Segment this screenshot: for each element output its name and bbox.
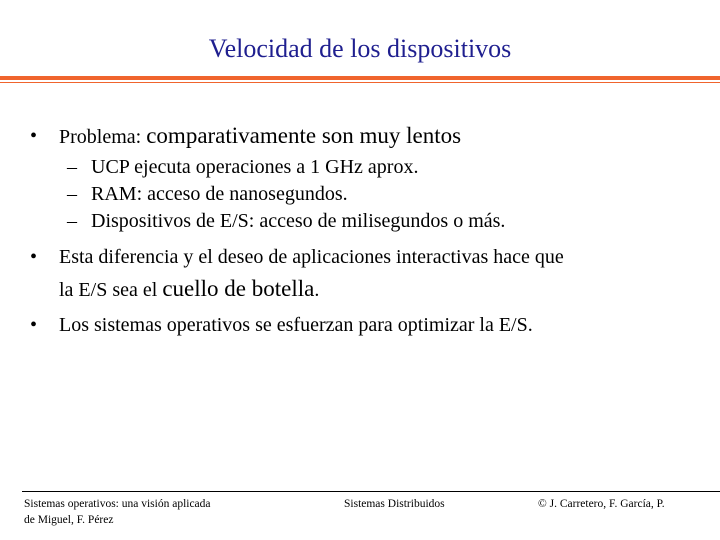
bullet-2-emphasis: cuello de botella xyxy=(162,276,315,301)
footer-left-line-1: Sistemas operativos: una visión aplicada xyxy=(24,498,211,510)
subitem-3: Dispositivos de E/S: acceso de milisegundos o más. xyxy=(91,210,506,232)
dash-marker: – xyxy=(67,210,77,232)
footer-center: Sistemas Distribuidos xyxy=(344,498,445,510)
footer-right: © J. Carretero, F. García, P. xyxy=(538,498,665,510)
subitem-2: RAM: acceso de nanosegundos. xyxy=(91,183,348,205)
slide-title: Velocidad de los dispositivos xyxy=(208,34,512,63)
bullet-2-suffix: . xyxy=(314,279,320,301)
bullet-1-prefix: Problema: xyxy=(59,126,147,148)
footer-left xyxy=(24,496,211,528)
subitem-1: UCP ejecuta operaciones a 1 GHz aprox. xyxy=(91,156,419,178)
title-rule-thin xyxy=(0,82,720,83)
bullet-2-line-2 xyxy=(59,277,319,302)
bullet-marker: • xyxy=(30,125,38,147)
bullet-marker: • xyxy=(30,246,38,268)
bullet-1 xyxy=(59,124,461,149)
bullet-1-emphasis: comparativamente son muy lentos xyxy=(146,123,462,148)
dash-marker: – xyxy=(67,156,77,178)
bullet-2-prefix: la E/S sea el xyxy=(59,279,163,301)
title-rule-thick xyxy=(0,76,720,80)
footer-rule xyxy=(22,491,720,492)
bullet-marker: • xyxy=(30,314,38,336)
footer-left-line-2: de Miguel, F. Pérez xyxy=(24,514,114,526)
bullet-3: Los sistemas operativos se esfuerzan para optimizar la E/S. xyxy=(59,314,533,336)
bullet-2-line-1: Esta diferencia y el deseo de aplicaciones interactivas hace que xyxy=(59,246,564,268)
dash-marker: – xyxy=(67,183,77,205)
